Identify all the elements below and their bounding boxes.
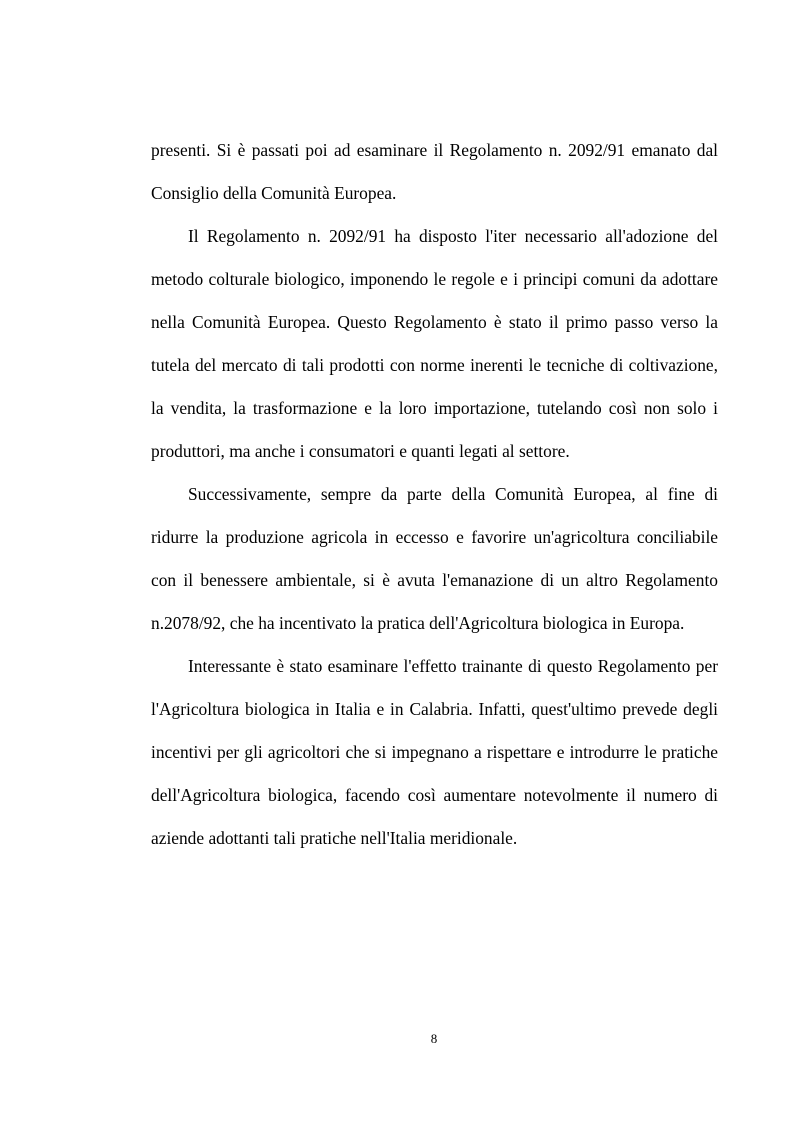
paragraph-regolamento-2092: Il Regolamento n. 2092/91 ha disposto l'iter necessario all'adozione del metodo colturale biologico, imponendo le regole e i principi comuni da adottare nella Comunità Europea. Questo Regolamento è stato il primo passo verso la tutela del mercato di tali prodotti con norme inerenti le tecniche di coltivazione, la vendita, la trasformazione e la loro importazione, tutelando così non solo i produttori, ma anche i consumatori e quanti legati al settore. [151, 226, 718, 461]
paragraph-regolamento-2078: Successivamente, sempre da parte della Comunità Europea, al fine di ridurre la produzione agricola in eccesso e favorire un'agricoltura conciliabile con il benessere ambientale, si è avuta l'emanazione di un altro Regolamento n.2078/92, che ha incentivato la pratica dell'Agricoltura biologica in Europa. [151, 484, 718, 633]
page-number: 8 [430, 1031, 438, 1046]
paragraph-effetto-trainante: Interessante è stato esaminare l'effetto trainante di questo Regolamento per l'Agricoltura biologica in Italia e in Calabria. Infatti, quest'ultimo prevede degli incentivi per gli agricoltori che si impegnano a rispettare e introdurre le pratiche dell'Agricoltura biologica, facendo così aumentare notevolmente il numero di aziende adottanti tali pratiche nell'Italia meridionale. [151, 656, 718, 848]
page-body [151, 129, 718, 860]
paragraph-continuation: presenti. Si è passati poi ad esaminare il Regolamento n. 2092/91 emanato dal Consiglio della Comunità Europea. [151, 140, 718, 203]
